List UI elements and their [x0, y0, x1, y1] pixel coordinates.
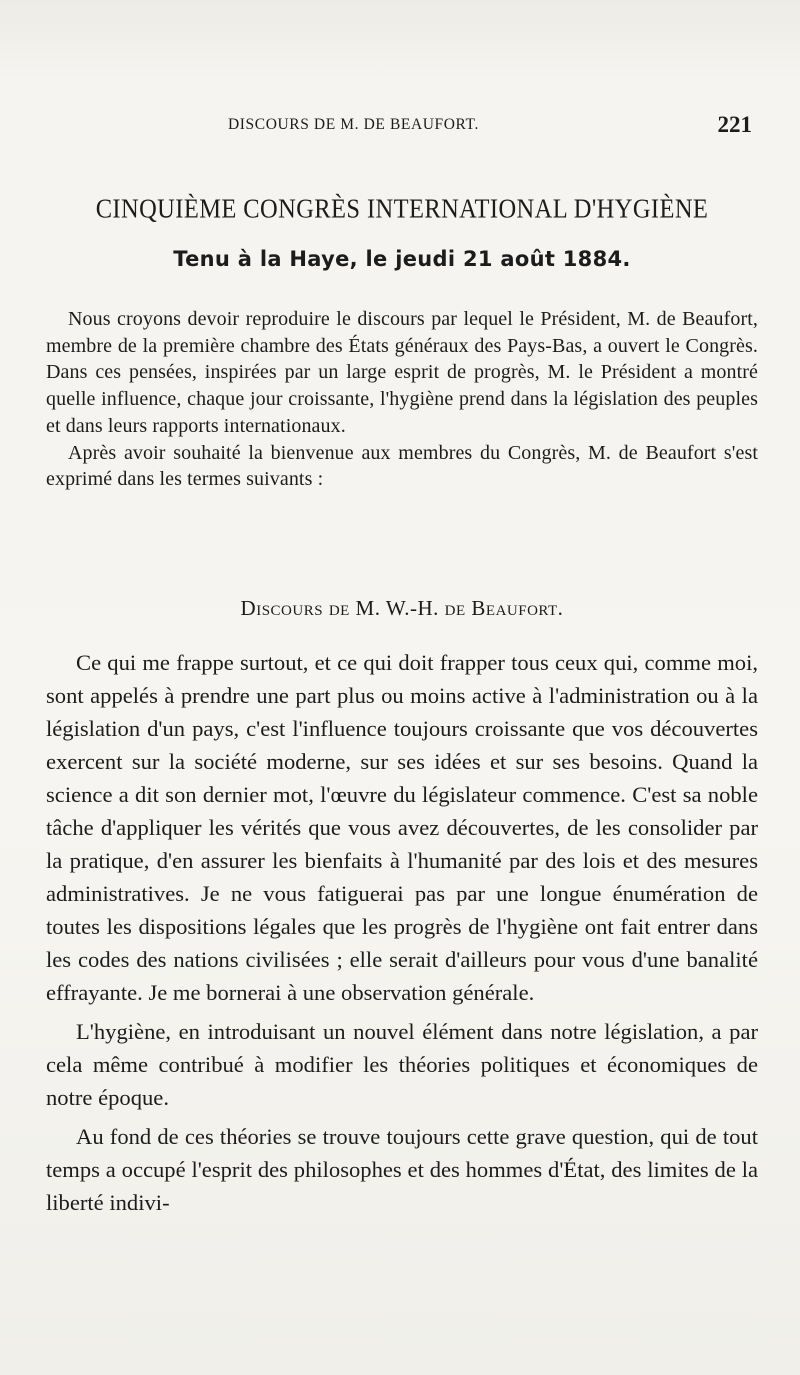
intro-paragraph: Nous croyons devoir reproduire le discours par lequel le Président, M. de Beaufort, membre de la première chambre des États généraux des Pays-Bas, a ouvert le Congrès. Dans ces pensées, inspirées par un large esprit de progrès, M. le Président a montré quelle influence, chaque jour croissante, l'hygiène prend dans la législation des peuples et dans leurs rapports internationaux.: [46, 308, 758, 437]
body-paragraph: Ce qui me frappe surtout, et ce qui doit frapper tous ceux qui, comme moi, sont appelés à prendre une part plus ou moins active à l'administration ou à la législation d'un pays, c'est l'influence toujours croissante que vos découvertes exercent sur la société moderne, sur ses idées et sur ses besoins. Quand la science a dit son dernier mot, l'œuvre du législateur commence. C'est sa noble tâche d'appliquer les vérités que vous avez découvertes, de les consolider par la pratique, d'en assurer les bienfaits à l'humanité par des lois et des mesures administratives. Je ne vous fatiguerai pas par une longue énumération de toutes les dispositions légales que les progrès de l'hygiène ont fait entrer dans les codes des nations civilisées ; elle serait d'ailleurs pour vous d'une banalité effrayante. Je me bornerai à une observation générale.: [46, 650, 758, 1005]
chapter-title: CINQUIÈME CONGRÈS INTERNATIONAL D'HYGIÈNE: [95, 194, 709, 225]
body-paragraph: L'hygiène, en introduisant un nouvel élément dans notre législation, a par cela même contribué à modifier les théories politiques et économiques de notre époque.: [46, 1019, 758, 1110]
page-number: 221: [717, 112, 752, 137]
chapter-subtitle: Tenu à la Haye, le jeudi 21 août 1884.: [173, 247, 631, 271]
intro-block: [46, 306, 758, 493]
intro-paragraph: Après avoir souhaité la bienvenue aux membres du Congrès, M. de Beaufort s'est exprimé dans les termes suivants :: [46, 441, 758, 491]
body-paragraph: Au fond de ces théories se trouve toujours cette grave question, qui de tout temps a occupé l'esprit des philosophes et des hommes d'État, des limites de la liberté indivi-: [46, 1124, 758, 1215]
speech-body: [46, 646, 758, 1219]
section-heading: Discours de M. W.-H. de Beaufort.: [240, 596, 564, 620]
running-title: DISCOURS DE M. DE BEAUFORT.: [228, 116, 479, 133]
running-head: [46, 112, 756, 146]
